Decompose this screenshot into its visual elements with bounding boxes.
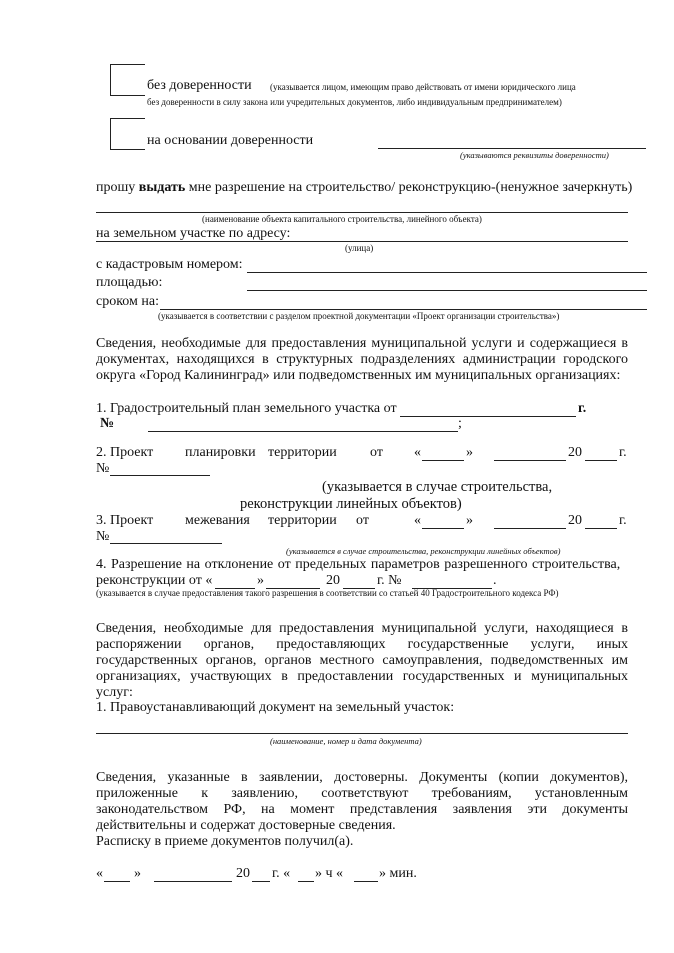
item4-note: (указывается в случае предоставления такого разрешения в соответствии со статьей 40 Градостроительного кодекса РФ): [96, 588, 559, 598]
date-month-field[interactable]: [154, 881, 232, 882]
item1-end: ;: [458, 416, 462, 431]
request-suffix: мне разрешение на строительство/ реконструкцию-(ненужное зачеркнуть): [185, 180, 633, 195]
mode-without-proxy-note-2: без доверенности в силу закона или учредительных документов, либо индивидуальным предпринимателем): [147, 97, 562, 107]
receipt-text: Расписку в приеме документов получил(а).: [96, 834, 354, 849]
item2-20: 20: [568, 445, 582, 460]
date-day-field[interactable]: [104, 881, 130, 882]
date-hour-close: » ч «: [315, 866, 344, 881]
item4-c: 20: [326, 573, 340, 588]
section2-item1: 1. Правоустанавливающий документ на земельный участок:: [96, 700, 455, 715]
mode-with-proxy-label: на основании доверенности: [147, 133, 314, 148]
item3-g: г.: [619, 513, 627, 528]
request-bold: выдать: [138, 180, 186, 195]
item3-d: от: [356, 513, 369, 528]
item3-number-field[interactable]: [110, 543, 222, 544]
item3-c: территории: [268, 513, 337, 528]
area-field[interactable]: [247, 290, 647, 291]
proxy-details-note: (указываются реквизиты доверенности): [460, 150, 609, 160]
mode-without-proxy-label: без доверенности: [147, 78, 252, 93]
date-minute-field[interactable]: [354, 881, 378, 882]
address-note: (улица): [345, 243, 374, 253]
date-min-close: » мин.: [379, 866, 417, 881]
item3-a: 3. Проект: [96, 513, 154, 528]
date-q-open: «: [96, 866, 103, 881]
proxy-details-field[interactable]: [378, 148, 646, 149]
item4-line1: 4. Разрешение на отклонение от предельных параметров разрешенного строительства,: [96, 557, 621, 572]
cadastral-label: с кадастровым номером:: [96, 257, 243, 272]
item3-20: 20: [568, 513, 582, 528]
item2-note-2: реконструкции линейных объектов): [240, 496, 462, 512]
date-year-prefix: 20: [236, 866, 250, 881]
object-name-note: (наименование объекта капитального строительства, линейного объекта): [202, 214, 482, 224]
address-field[interactable]: [96, 241, 628, 242]
title-document-note: (наименование, номер и дата документа): [270, 736, 422, 746]
item3-b: межевания: [185, 513, 250, 528]
title-document-field[interactable]: [96, 733, 628, 734]
item2-g: г.: [619, 445, 627, 460]
section1-heading: Сведения, необходимые для предоставления муниципальной услуги и содержащиеся в документах, находящихся в структурных подразделениях администрации городского округа «Город Калининград» или подведомственных им муниципальных организациях:: [96, 336, 628, 383]
item4-d: г. №: [377, 573, 402, 588]
date-hour-field[interactable]: [298, 881, 314, 882]
item2-day-field[interactable]: [422, 460, 464, 461]
address-label: на земельном участке по адресу:: [96, 226, 291, 241]
item3-note: (указывается в случае строительства, реконструкции линейных объектов): [286, 546, 561, 556]
item1-g: г.: [578, 401, 587, 416]
item2-no: №: [96, 461, 110, 476]
date-year-field[interactable]: [252, 881, 270, 882]
item3-no: №: [96, 529, 110, 544]
area-label: площадью:: [96, 275, 163, 290]
checkbox-with-proxy[interactable]: [110, 118, 145, 150]
item2-b: планировки: [185, 445, 256, 460]
date-q-close: »: [134, 866, 141, 881]
item2-d: от: [370, 445, 383, 460]
item3-q2: »: [466, 513, 473, 528]
item2-month-field[interactable]: [494, 460, 566, 461]
item3-q: «: [414, 513, 421, 528]
item4-e: .: [493, 573, 497, 588]
cadastral-field[interactable]: [247, 272, 647, 273]
item2-note-1: (указывается в случае строительства,: [322, 479, 553, 495]
item1-no: №: [100, 416, 115, 431]
object-name-field[interactable]: [96, 212, 628, 213]
item1-text: 1. Градостроительный план земельного участка от: [96, 401, 397, 416]
closing-text: Сведения, указанные в заявлении, достоверны. Документы (копии документов), приложенные к заявлению, соответствуют требованиям, установленным законодательством РФ, на момент представления заявления эти документы действительны и содержат достоверные сведения.: [96, 770, 628, 833]
item3-year-field[interactable]: [585, 528, 617, 529]
item3-month-field[interactable]: [494, 528, 566, 529]
item4-a: реконструкции от «: [96, 573, 213, 588]
mode-without-proxy-note-1: (указывается лицом, имеющим право действовать от имени юридического лица: [270, 82, 576, 92]
item2-year-field[interactable]: [585, 460, 617, 461]
item3-day-field[interactable]: [422, 528, 464, 529]
item2-number-field[interactable]: [110, 475, 210, 476]
checkbox-without-proxy[interactable]: [110, 64, 145, 96]
item2-a: 2. Проект: [96, 445, 154, 460]
section2-heading: Сведения, необходимые для предоставления муниципальной услуги, находящиеся в распоряжении органов, предоставляющих государственные услуги, иных государственных органов, органов местного самоуправления, подведомственных им организациях, участвующих в предоставлении государственных и муниципальных услуг:: [96, 621, 628, 700]
item1-number-field[interactable]: [148, 431, 458, 432]
item4-b: »: [257, 573, 264, 588]
term-field[interactable]: [160, 309, 647, 310]
item1-date-field[interactable]: [400, 416, 576, 417]
item2-q2: »: [466, 445, 473, 460]
item2-q: «: [414, 445, 421, 460]
request-prefix: прошу: [96, 180, 139, 195]
request-line: [96, 180, 632, 196]
date-year-suffix: г. «: [272, 866, 291, 881]
term-label: сроком на:: [96, 294, 159, 309]
term-note: (указывается в соответствии с разделом проектной документации «Проект организации строительства»): [158, 311, 560, 321]
item2-c: территории: [268, 445, 337, 460]
